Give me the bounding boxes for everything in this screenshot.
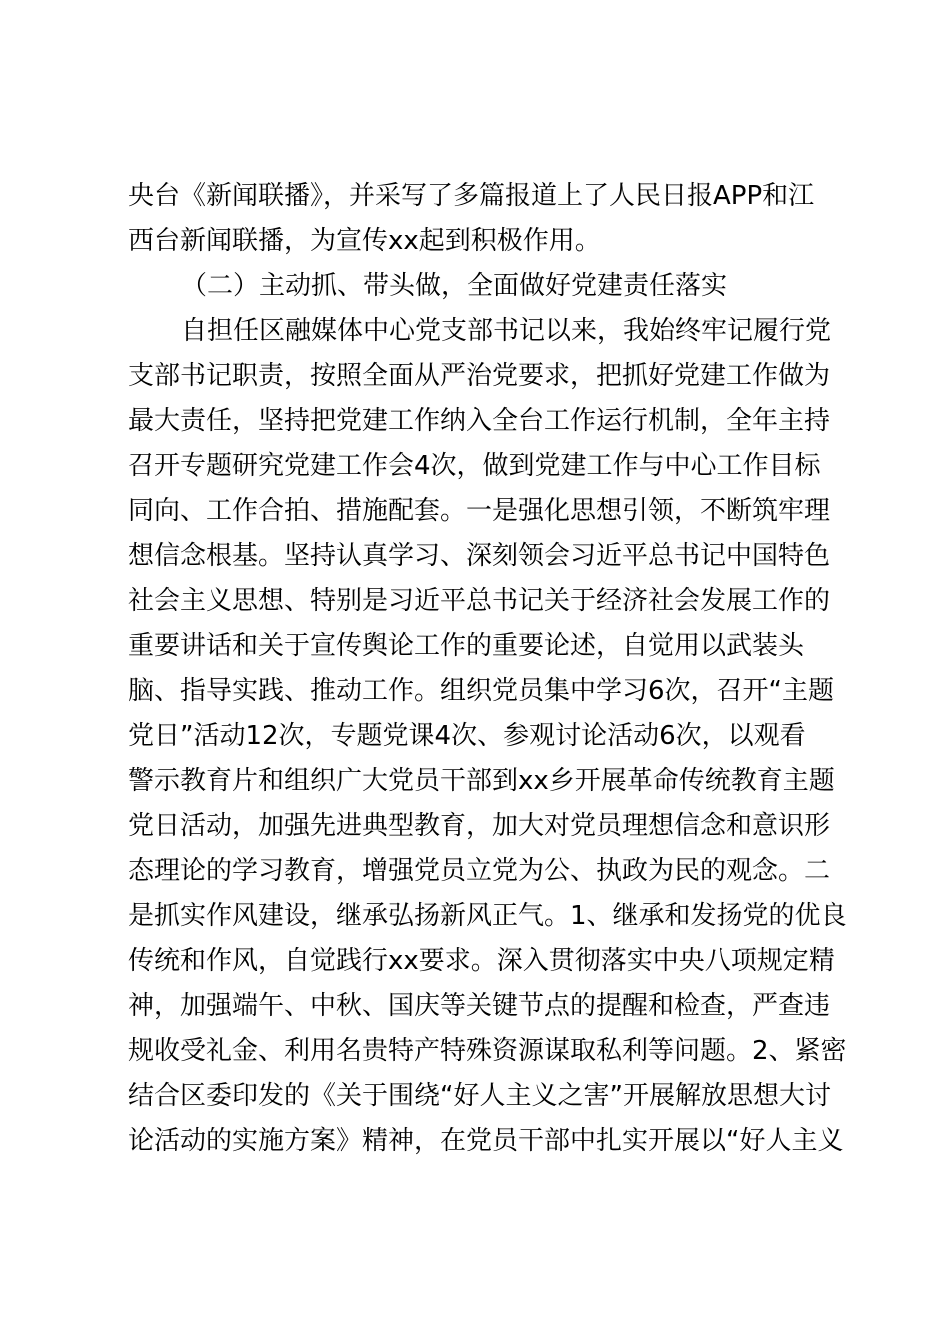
- text-line: 结合区委印发的《关于围绕“好人主义之害”开展解放思想大讨: [128, 1081, 831, 1111]
- text-line: 传统和作风，自觉践行xx要求。深入贯彻落实中央八项规定精: [128, 946, 835, 976]
- text-line: 是抓实作风建设，继承弘扬新风正气。1、继承和发扬党的优良: [128, 901, 847, 931]
- text-line: 西台新闻联播，为宣传xx起到积极作用。: [128, 226, 601, 256]
- text-line: 警示教育片和组织广大党员干部到xx乡开展革命传统教育主题: [128, 766, 835, 796]
- text-line: 召开专题研究党建工作会4次，做到党建工作与中心工作目标: [128, 451, 821, 481]
- text-line: 想信念根基。坚持认真学习、深刻领会习近平总书记中国特色: [128, 541, 831, 571]
- text-line: 央台《新闻联播》，并采写了多篇报道上了人民日报APP和江: [128, 181, 815, 211]
- text-line: 论活动的实施方案》精神，在党员干部中扎实开展以“好人主义: [128, 1126, 844, 1156]
- text-line: 社会主义思想、特别是习近平总书记关于经济社会发展工作的: [128, 586, 831, 616]
- text-line: 党日活动，加强先进典型教育，加大对党员理想信念和意识形: [128, 811, 831, 841]
- text-line: 支部书记职责，按照全面从严治党要求，把抓好党建工作做为: [128, 361, 831, 391]
- text-line: 党日”活动12次，专题党课4次、参观讨论活动6次，以观看: [128, 721, 806, 751]
- body-text: [128, 174, 848, 1164]
- text-line: 规收受礼金、利用名贵特产特殊资源谋取私利等问题。2、紧密: [128, 1036, 847, 1066]
- section-heading: （二）主动抓、带头做，全面做好党建责任落实: [181, 271, 728, 301]
- text-line: 重要讲话和关于宣传舆论工作的重要论述，自觉用以武装头: [128, 631, 805, 661]
- text-line: 态理论的学习教育，增强党员立党为公、执政为民的观念。二: [128, 856, 831, 886]
- text-line: 脑、指导实践、推动工作。组织党员集中学习6次，召开“主题: [128, 676, 835, 706]
- paragraph-first-line: 自担任区融媒体中心党支部书记以来，我始终牢记履行党: [181, 316, 832, 346]
- text-line: 同向、工作合拍、措施配套。一是强化思想引领，不断筑牢理: [128, 496, 831, 526]
- text-line: 最大责任，坚持把党建工作纳入全台工作运行机制，全年主持: [128, 406, 831, 436]
- text-line: 神，加强端午、中秋、国庆等关键节点的提醒和检查，严查违: [128, 991, 831, 1021]
